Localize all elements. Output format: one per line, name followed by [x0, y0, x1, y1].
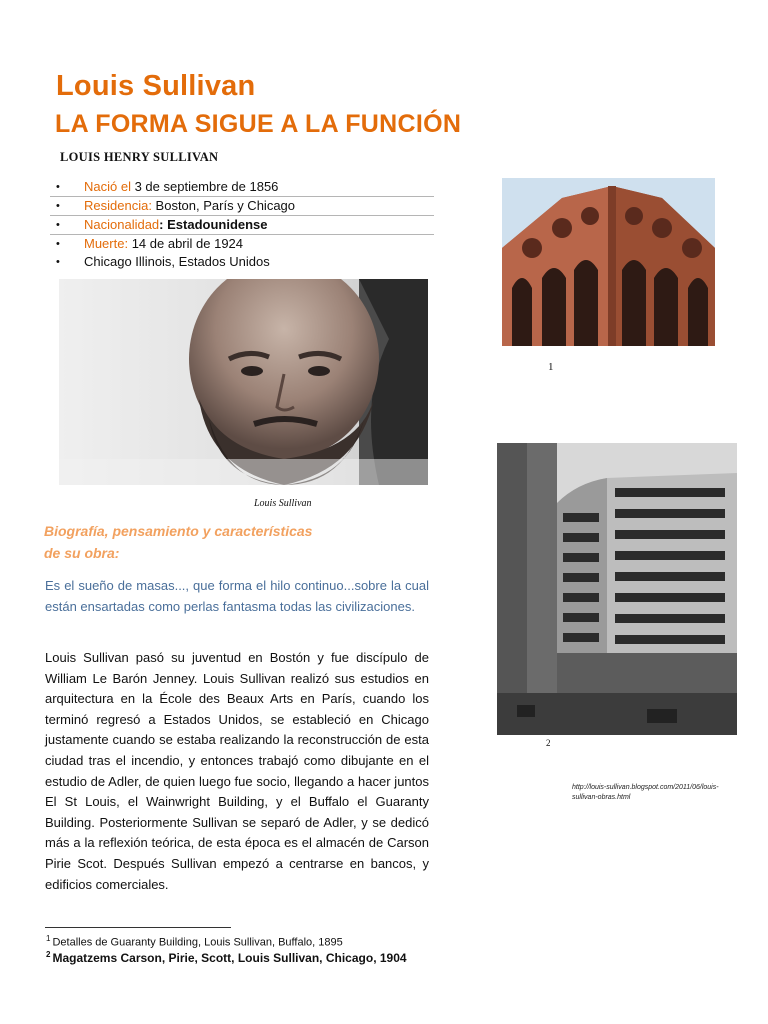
portrait-caption: Louis Sullivan [254, 498, 312, 509]
footnote-rule [45, 927, 231, 928]
info-value: : Estadounidense [159, 217, 268, 232]
info-born [50, 178, 434, 196]
page-title: Louis Sullivan [56, 70, 256, 102]
building-detail-photo [502, 178, 715, 346]
info-list [50, 178, 434, 271]
info-label: Nació el [84, 179, 131, 194]
bullet-icon: • [56, 238, 60, 250]
info-label: Muerte: [84, 236, 129, 251]
building-photo [497, 443, 737, 735]
page-subtitle: LA FORMA SIGUE A LA FUNCIÓN [55, 110, 462, 138]
section-heading: Biografía, pensamiento y características de su obra: [44, 523, 313, 561]
footnote-text: Magatzems Carson, Pirie, Scott, Louis Sullivan, Chicago, 1904 [52, 951, 407, 965]
bullet-icon: • [56, 200, 60, 212]
figure-number-1: 1 [548, 361, 554, 373]
footnote-2 [46, 950, 407, 965]
figure-number-2: 2 [546, 738, 551, 748]
full-name: LOUIS HENRY SULLIVAN [60, 150, 219, 164]
bullet-icon: • [56, 256, 60, 268]
quote-text: Es el sueño de masas..., que forma el hilo continuo...sobre la cual están ensartadas como perlas fantasma todas las civilizaciones. [45, 578, 429, 614]
source-url: http://louis-sullivan.blogspot.com/2011/06/louis-sullivan-obras.html [572, 784, 719, 801]
info-death-place [50, 253, 434, 271]
footnote-text: Detalles de Guaranty Building, Louis Sullivan, Buffalo, 1895 [52, 936, 343, 949]
info-value: 3 de septiembre de 1856 [130, 179, 279, 194]
info-residence [50, 196, 434, 215]
info-death [50, 234, 434, 253]
info-label: Residencia: [84, 198, 152, 213]
info-value: 14 de abril de 1924 [128, 236, 244, 251]
bullet-icon: • [56, 219, 60, 231]
body-paragraph: Louis Sullivan pasó su juventud en Bostón y fue discípulo de William Le Barón Jenney. Louis Sullivan realizó sus estudios en arquitectura en la École des Beaux Arts en París, cuando los terminó regresó a Estados Unidos, se estableció en Chicago justamente cuando se estaba realizando la reconstrucción de esta ciudad tras el incendio, y entonces trabajó como dibujante en el estudio de Adler, de quien luego fue socio, llegando a hacer juntos El St Louis, el Wainwright Building, y el Buffalo el Guaranty Building. Posteriormente Sullivan se separó de Adler, y se dedicó más a la reflexión teórica, de esta época es el almacén de Carson Pirie Scot. Después Sullivan empezó a centrarse en bancos, y edificios comerciales. [45, 650, 429, 892]
portrait-photo [59, 279, 428, 485]
footnote-1 [46, 934, 343, 949]
footnote-mark: 2 [46, 950, 51, 959]
info-nationality [50, 215, 434, 234]
bullet-icon: • [56, 181, 60, 193]
info-label: Nacionalidad [84, 217, 160, 232]
info-value: Boston, París y Chicago [151, 198, 296, 213]
info-value: Chicago Illinois, Estados Unidos [84, 254, 270, 269]
footnote-mark: 1 [46, 934, 51, 943]
